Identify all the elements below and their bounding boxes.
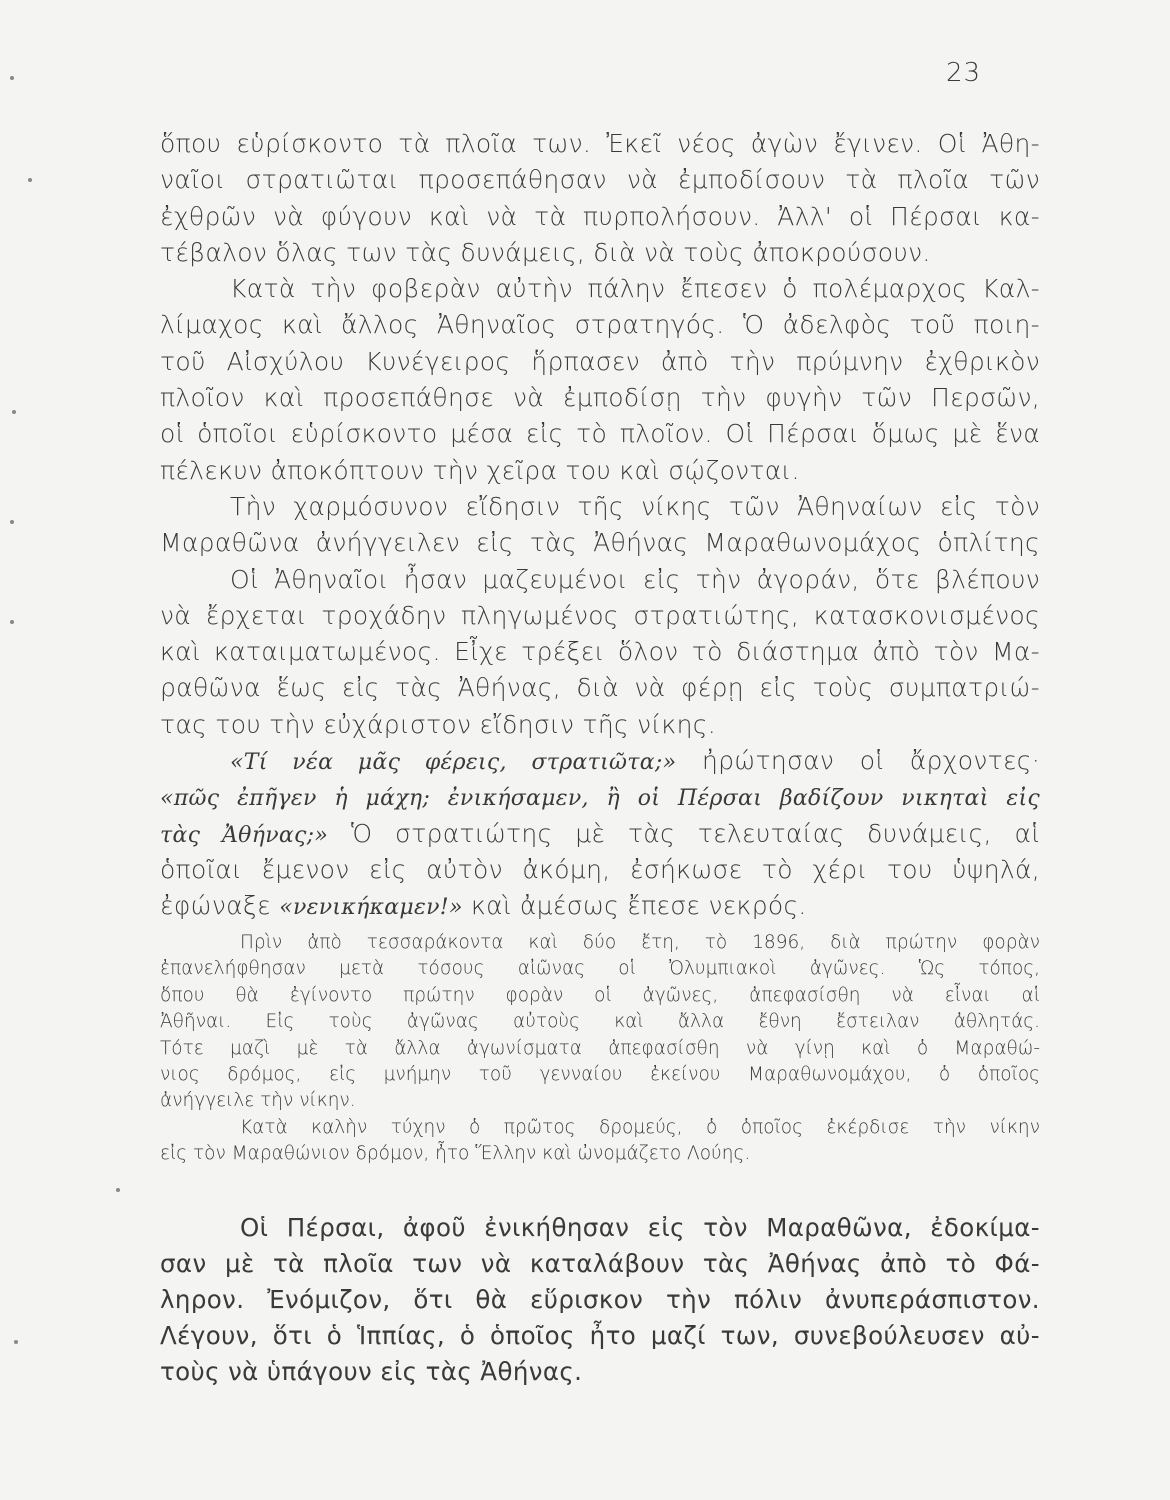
text-line: πλοῖον καὶ προσεπάθησε νὰ ἐμποδίσῃ τὴν φυγὴν τῶν Περσῶν,: [160, 383, 1040, 413]
text-line: ὅπου εὑρίσκοντο τὰ πλοῖα των. Ἐκεῖ νέος ἀγὼν ἔγινεν. Οἱ Ἀθη-: [160, 129, 1040, 158]
text-line: [160, 779, 1040, 815]
note-line: εἰς τὸν Μαραθώνιον δρόμον, ἦτο Ἕλλην καὶ ὠνομάζετο Λούης.: [160, 1143, 751, 1165]
text-line: Οἱ Ἀθηναῖοι ἦσαν μαζευμένοι εἰς τὴν ἀγοράν, ὅτε βλέπουν: [230, 564, 1040, 594]
text-line: νὰ ἔρχεται τροχάδην πληγωμένος στρατιώτης, κατασκονισμένος: [160, 600, 1040, 630]
text-line: οἱ ὁποῖοι εὑρίσκοντο μέσα εἰς τὸ πλοῖον. Οἱ Πέρσαι ὅμως μὲ ἕνα: [160, 419, 1040, 449]
text-line: Οἱ Πέρσαι, ἀφοῦ ἐνικήθησαν εἰς τὸν Μαραθῶνα, ἐδοκίμα-: [240, 1213, 1040, 1242]
text-line: [160, 888, 1040, 924]
text-line: πέλεκυν ἀποκόπτουν τὴν χεῖρα του καὶ σῴζονται.: [160, 455, 800, 485]
text-line: τοῦ Αἰσχύλου Κυνέγειρος ἥρπασεν ἀπὸ τὴν πρύμνην ἐχθρικὸν: [160, 346, 1040, 376]
text-line: ἐχθρῶν νὰ φύγουν καὶ νὰ τὰ πυρπολήσουν. Ἀλλ' οἱ Πέρσαι κα-: [160, 201, 1040, 231]
text-line: τέβαλον ὅλας των τὰς δυνάμεις, διὰ νὰ τοὺς ἀποκρούσουν.: [160, 237, 931, 267]
italic-quote: «πῶς ἐπῆγεν ἡ μάχη; ἐνικήσαμεν, ἢ οἱ Πέρσαι βαδίζουν νικηταὶ εἰς: [160, 786, 1040, 812]
main-paragraphs: [160, 126, 1040, 925]
text-fragment: ἠρώτησαν οἱ ἄρχοντες·: [701, 746, 1040, 776]
text-line: τοὺς νὰ ὑπάγουν εἰς τὰς Ἀθήνας.: [160, 1357, 583, 1386]
text-fragment: καὶ ἀμέσως ἔπεσε νεκρός.: [470, 891, 807, 921]
text-line: Τὴν χαρμόσυνον εἴδησιν τῆς νίκης τῶν Ἀθηναίων εἰς τὸν: [230, 491, 1040, 521]
closing-paragraph: [160, 1210, 1040, 1390]
text-line: [160, 816, 1040, 852]
note-line: Τότε μαζὶ μὲ τὰ ἄλλα ἀγωνίσματα ἀπεφασίσθη νὰ γίνῃ καὶ ὁ Μαραθώ-: [160, 1037, 1040, 1059]
text-line: Κατὰ τὴν φοβερὰν αὐτὴν πάλην ἔπεσεν ὁ πολέμαρχος Καλ-: [230, 274, 1040, 304]
italic-quote: τὰς Ἀθήνας;»: [160, 822, 329, 848]
scan-speck: [10, 620, 14, 624]
text-line: λίμαχος καὶ ἄλλος Ἀθηναῖος στρατηγός. Ὁ ἀδελφὸς τοῦ ποιη-: [160, 310, 1040, 340]
text-line: Λέγουν, ὅτι ὁ Ἱππίας, ὁ ὁποῖος ἦτο μαζί των, συνεβούλευσεν αὐ-: [160, 1321, 1040, 1350]
note-line: ὅπου θὰ ἐγίνοντο πρώτην φορὰν οἱ ἀγῶνες, ἀπεφασίσθη νὰ εἶναι αἱ: [160, 984, 1040, 1006]
text-fragment: Ὁ στρατιώτης μὲ τὰς τελευταίας δυνάμεις, αἱ: [350, 818, 1041, 848]
scan-speck: [10, 520, 14, 524]
note-line: Κατὰ καλὴν τύχην ὁ πρῶτος δρομεύς, ὁ ὁποῖος ἐκέρδισε τὴν νίκην: [240, 1116, 1040, 1138]
footnote-block: [160, 930, 1040, 1168]
page-number: 23: [946, 58, 982, 88]
scan-speck: [12, 410, 16, 414]
text-line: ὁποῖαι ἔμενον εἰς αὐτὸν ἀκόμη, ἐσήκωσε τὸ χέρι του ὑψηλά,: [160, 854, 1040, 884]
note-line: ἀνήγγειλε τὴν νίκην.: [160, 1090, 356, 1112]
text-line: ναῖοι στρατιῶται προσεπάθησαν νὰ ἐμποδίσουν τὰ πλοῖα τῶν: [160, 165, 1040, 195]
text-line: τας του τὴν εὐχάριστον εἴδησιν τῆς νίκης.: [160, 709, 716, 739]
text-line: [160, 743, 1040, 779]
italic-quote: «νενικήκαμεν!»: [279, 895, 463, 921]
text-line: ραθῶνα ἕως εἰς τὰς Ἀθήνας, διὰ νὰ φέρῃ εἰς τοὺς συμπατριώ-: [160, 673, 1040, 703]
scan-speck: [14, 1340, 18, 1344]
note-line: νιος δρόμος, εἰς μνήμην τοῦ γενναίου ἐκείνου Μαραθωνομάχου, ὁ ὁποῖος: [160, 1063, 1040, 1085]
italic-quote: «Τί νέα μᾶς φέρεις, στρατιῶτα;»: [230, 750, 677, 776]
note-line: ἐπανελήφθησαν μετὰ τόσους αἰῶνας οἱ Ὀλυμπιακοὶ ἀγῶνες. Ὡς τόπος,: [160, 958, 1040, 980]
note-line: Ἀθῆναι. Εἰς τοὺς ἀγῶνας αὐτοὺς καὶ ἄλλα ἔθνη ἔστειλαν ἀθλητάς.: [160, 1011, 1040, 1033]
scan-speck: [10, 76, 14, 80]
text-fragment: ἐφώναξε: [160, 891, 271, 921]
text-line: καὶ καταιματωμένος. Εἶχε τρέξει ὅλον τὸ διάστημα ἀπὸ τὸν Μα-: [160, 637, 1040, 667]
note-line: Πρὶν ἀπὸ τεσσαράκοντα καὶ δύο ἔτη, τὸ 1896, διὰ πρώτην φορὰν: [240, 932, 1040, 953]
scan-speck: [116, 1188, 120, 1192]
scan-speck: [28, 178, 32, 182]
text-line: ληρον. Ἐνόμιζον, ὅτι θὰ εὕρισκον τὴν πόλιν ἀνυπεράσπιστον.: [160, 1285, 1040, 1314]
text-line: σαν μὲ τὰ πλοῖα των νὰ καταλάβουν τὰς Ἀθήνας ἀπὸ τὸ Φά-: [160, 1249, 1040, 1278]
text-line: Μαραθῶνα ἀνήγγειλεν εἰς τὰς Ἀθήνας Μαραθωνομάχος ὁπλίτης: [160, 528, 1040, 558]
